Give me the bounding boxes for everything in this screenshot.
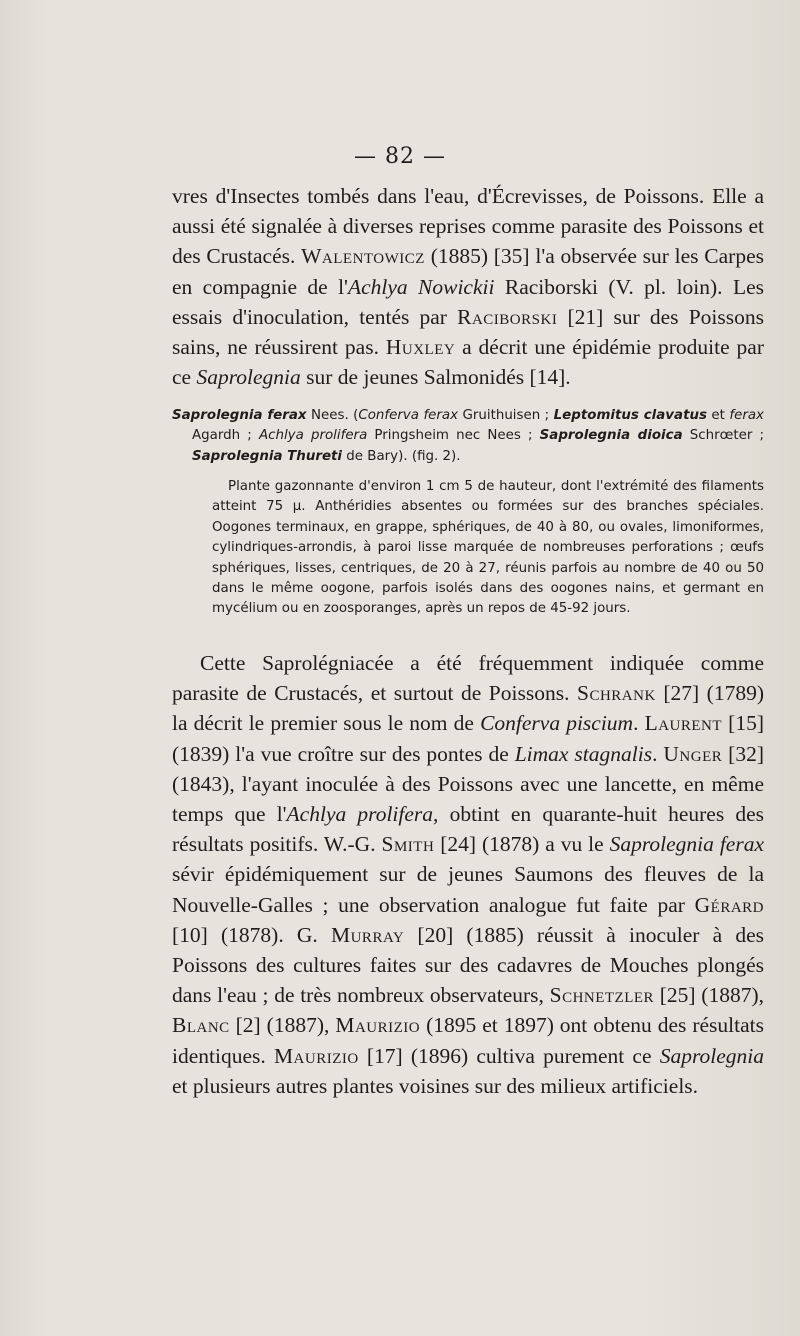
author-name: Unger (663, 741, 723, 766)
author-name: Raciborski (457, 304, 558, 329)
author-name: Schnetzler (549, 983, 655, 1008)
page-number: — 82 — (354, 144, 446, 169)
author-name: Huxley (385, 335, 456, 360)
species-description (212, 477, 764, 620)
species-name: Achlya Nowickii (347, 274, 495, 299)
author-name: Walentowicz (301, 244, 425, 269)
genus-name: Saprolegnia (196, 365, 301, 390)
species-heading: Saprolegnia ferax (172, 408, 307, 423)
description-text: Plante gazonnante d'environ 1 cm 5 de hauteur, dont l'extrémité des filaments atteint 75 μ. Anthéridies absentes ou formées sur des branches spéciales. Oogones terminaux, en grappe, sphériques, de 40 à 80, ou ovales, limoniformes, cylindriques-arrondis, à paroi lisse marquée de nombreuses perforations ; œufs sphériques, lisses, centriques, de 20 à 27, réunis parfois au nombre de 40 ou 50 dans le même oogone, parfois isolés dans des oogones nains, et germant en mycélium ou en zoosporanges, après un repos de 45-92 jours. (212, 479, 764, 617)
paragraph-intro: vres d'Insectes tombés dans l'eau, d'Écrevisses, de Poissons. Elle a aussi été signalée à diverses reprises comme parasite des Poissons et des Crustacés. Walentowicz (1885) [35] l'a observée sur les Carpes en compagnie de l'Achlya Nowickii Raciborski (V. pl. loin). Les essais d'inoculation, tentés par Raciborski [21] sur des Poissons sains, ne réussirent pas. Huxley a décrit une épidémie produite par ce Saprolegnia sur de jeunes Salmonidés [14]. (172, 184, 764, 390)
author-name: Maurizio (273, 1043, 359, 1068)
author-name: Murray (330, 922, 405, 947)
author-name: Maurizio (335, 1013, 421, 1038)
author-name: Laurent (644, 711, 723, 736)
author-name: Schrank (577, 681, 656, 706)
author-name: Smith (381, 832, 435, 857)
paragraph-history: Cette Saprolégniacée a été fréquemment indiquée comme parasite de Crustacés, et surtout de Poissons. Schrank [27] (1789) la décrit le premier sous le nom de Conferva piscium. Laurent [15] (1839) l'a vue croître sur des pontes de Limax stagnalis. Unger [32] (1843), l'ayant inoculée à des Poissons avec une lancette, en même temps que l'Achlya prolifera, obtint en quarante-huit heures des résultats positifs. W.-G. Smith [24] (1878) a vu le Saprolegnia ferax sévir épidémiquement sur de jeunes Saumons des fleuves de la Nouvelle-Galles ; une observation analogue fut faite par Gérard [10] (1878). G. Murray [20] (1885) réussit à inoculer à des Poissons des cultures faites sur des cadavres de Mouches plongés dans l'eau ; de très nombreux observateurs, Schnetzler [25] (1887), Blanc [2] (1887), Maurizio (1895 et 1897) ont obtenu des résultats identiques. Maurizio [17] (1896) cultiva purement ce Saprolegnia et plusieurs autres plantes voisines sur des milieux artificiels. (172, 651, 765, 1098)
author-name: Blanc (172, 1013, 230, 1038)
species-synonymy: Saprolegnia ferax Nees. (Conferva ferax Gruithuisen ; Leptomitus clavatus et ferax Agardh ; Achlya prolifera Pringsheim nec Nees ; Saprolegnia dioica Schrœter ; Saprolegnia Thureti de Bary). (fig. 2). (172, 408, 764, 464)
author-name: Gérard (694, 892, 764, 917)
